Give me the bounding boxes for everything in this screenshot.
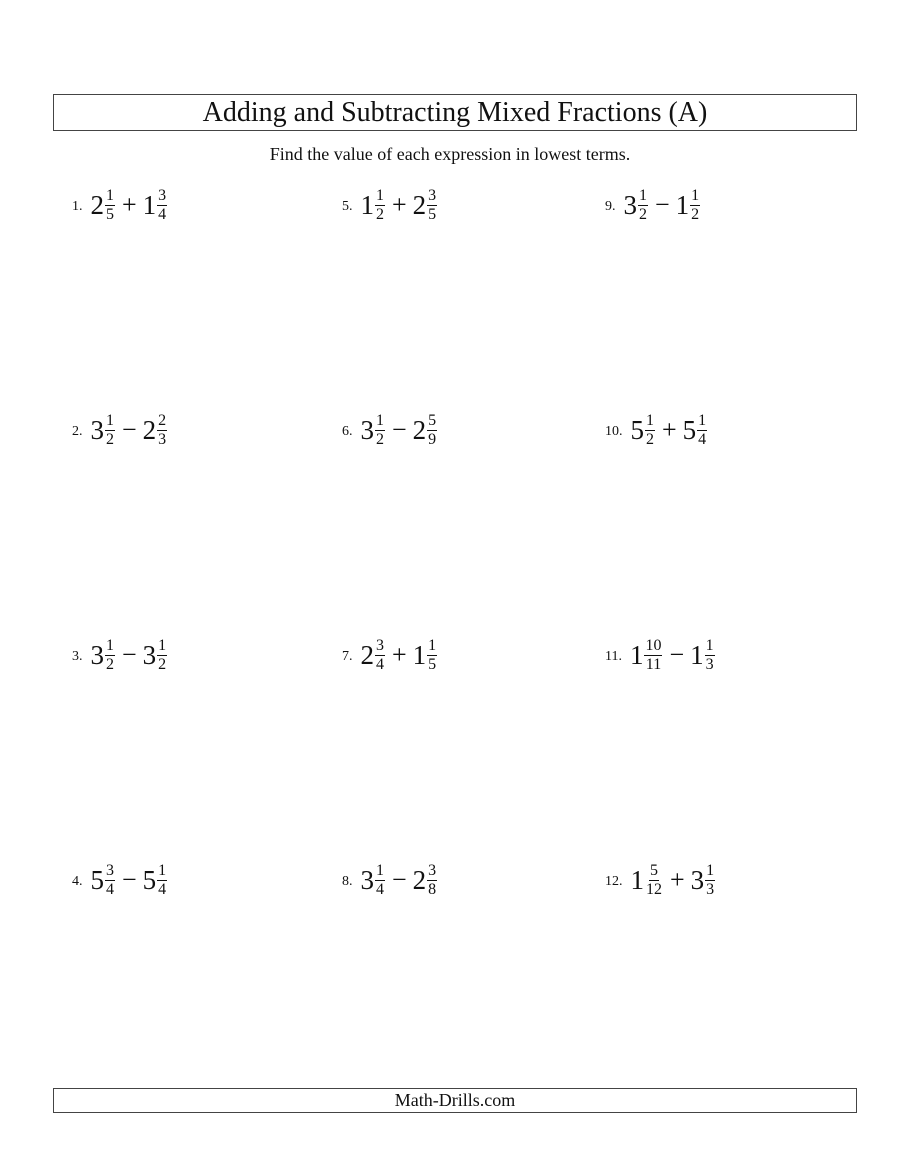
numerator: 1 [639, 186, 647, 204]
denominator: 9 [428, 430, 437, 448]
denominator: 4 [106, 880, 114, 898]
second-whole: 2 [412, 864, 427, 895]
title-text: Adding and Subtracting Mixed Fractions (A) [202, 97, 708, 128]
denominator: 4 [158, 880, 167, 898]
problem-3 [72, 633, 168, 677]
problem-1 [72, 183, 168, 227]
operator: − [122, 640, 137, 669]
operator: + [670, 865, 685, 894]
problem-number: 4. [72, 874, 83, 889]
first-whole: 1 [630, 864, 644, 895]
problem-number: 2. [72, 424, 83, 439]
second-fraction [157, 188, 167, 223]
problem-number: 1. [72, 199, 83, 214]
first-fraction [638, 188, 648, 223]
problem-6 [342, 408, 438, 452]
numerator: 5 [650, 861, 658, 879]
first-whole: 3 [623, 189, 637, 220]
problem-5 [342, 183, 438, 227]
denominator: 5 [428, 205, 437, 223]
problem-number: 7. [342, 649, 353, 664]
second-fraction [697, 413, 707, 448]
second-whole: 1 [412, 639, 427, 670]
first-whole: 2 [90, 189, 104, 220]
numerator: 1 [691, 186, 700, 204]
problem-number: 10. [605, 424, 623, 439]
first-fraction [105, 863, 115, 898]
problem-number: 5. [342, 199, 353, 214]
denominator: 8 [428, 880, 437, 898]
operator: − [392, 865, 407, 894]
denominator: 3 [158, 430, 167, 448]
numerator: 5 [428, 411, 437, 429]
second-fraction [157, 413, 167, 448]
problem-7 [342, 633, 438, 677]
second-fraction [705, 863, 715, 898]
numerator: 3 [428, 186, 437, 204]
first-fraction [375, 863, 385, 898]
problem-number: 3. [72, 649, 83, 664]
problem-8 [342, 858, 438, 902]
numerator: 1 [705, 636, 714, 654]
first-fraction [645, 413, 655, 448]
numerator: 1 [158, 636, 167, 654]
denominator: 2 [376, 430, 384, 448]
first-whole: 5 [90, 864, 104, 895]
denominator: 2 [376, 205, 384, 223]
denominator: 2 [691, 205, 700, 223]
first-whole: 3 [360, 864, 374, 895]
problem-2 [72, 408, 168, 452]
operator: + [392, 190, 407, 219]
second-whole: 2 [412, 189, 427, 220]
problem-number: 12. [605, 874, 623, 889]
problem-number: 8. [342, 874, 353, 889]
first-whole: 1 [360, 189, 374, 220]
problem-number: 11. [605, 649, 622, 664]
denominator: 3 [706, 880, 715, 898]
denominator: 2 [639, 205, 647, 223]
second-fraction [427, 188, 437, 223]
first-whole: 5 [630, 414, 644, 445]
denominator: 4 [698, 430, 707, 448]
denominator: 4 [376, 880, 384, 898]
first-fraction [375, 413, 385, 448]
worksheet-title [53, 94, 857, 131]
denominator: 4 [376, 655, 384, 673]
numerator: 3 [106, 861, 114, 879]
numerator: 1 [376, 411, 384, 429]
first-whole: 3 [90, 639, 104, 670]
footer-text: Math-Drills.com [394, 1090, 516, 1110]
second-fraction [157, 638, 167, 673]
numerator: 1 [428, 636, 437, 654]
problem-number: 9. [605, 199, 616, 214]
operator: − [669, 640, 685, 669]
operator: + [122, 190, 137, 219]
second-whole: 3 [690, 864, 705, 895]
denominator: 11 [645, 655, 662, 673]
second-whole: 5 [142, 864, 157, 895]
numerator: 1 [376, 186, 384, 204]
first-fraction [644, 638, 662, 673]
second-whole: 3 [142, 639, 157, 670]
operator: + [392, 640, 407, 669]
numerator: 1 [376, 861, 384, 879]
numerator: 1 [646, 411, 654, 429]
first-whole: 1 [629, 639, 644, 670]
problem-number: 6. [342, 424, 353, 439]
second-fraction [157, 863, 167, 898]
operator: − [122, 865, 137, 894]
problem-9 [605, 183, 701, 227]
problem-4 [72, 858, 168, 902]
second-whole: 1 [142, 189, 157, 220]
first-fraction [645, 863, 663, 898]
numerator: 1 [698, 411, 707, 429]
denominator: 2 [106, 430, 114, 448]
second-whole: 2 [412, 414, 427, 445]
operator: − [122, 415, 137, 444]
first-whole: 3 [360, 414, 374, 445]
denominator: 5 [428, 655, 437, 673]
footer [53, 1088, 857, 1113]
numerator: 1 [106, 411, 114, 429]
numerator: 2 [158, 411, 167, 429]
operator: − [392, 415, 407, 444]
denominator: 12 [646, 880, 662, 898]
second-fraction [427, 638, 437, 673]
second-whole: 1 [675, 189, 690, 220]
numerator: 1 [106, 186, 114, 204]
numerator: 1 [706, 861, 715, 879]
denominator: 2 [106, 655, 114, 673]
first-fraction [375, 638, 385, 673]
second-fraction [427, 413, 437, 448]
denominator: 2 [158, 655, 167, 673]
problem-10 [605, 408, 708, 452]
numerator: 1 [158, 861, 167, 879]
first-fraction [375, 188, 385, 223]
second-fraction [690, 188, 700, 223]
first-fraction [105, 413, 115, 448]
second-whole: 2 [142, 414, 157, 445]
second-fraction [705, 638, 715, 673]
numerator: 3 [428, 861, 437, 879]
denominator: 5 [106, 205, 114, 223]
second-whole: 1 [690, 639, 704, 670]
second-whole: 5 [682, 414, 697, 445]
first-fraction [105, 638, 115, 673]
numerator: 10 [645, 636, 662, 654]
denominator: 3 [705, 655, 714, 673]
instructions: Find the value of each expression in lowest terms. [269, 144, 631, 164]
numerator: 3 [158, 186, 167, 204]
second-fraction [427, 863, 437, 898]
first-whole: 3 [90, 414, 104, 445]
operator: + [662, 415, 677, 444]
problem-12 [605, 858, 716, 902]
operator: − [655, 190, 670, 219]
problem-11 [605, 633, 716, 677]
numerator: 3 [376, 636, 384, 654]
denominator: 2 [646, 430, 654, 448]
denominator: 4 [158, 205, 167, 223]
first-whole: 2 [360, 639, 374, 670]
numerator: 1 [106, 636, 114, 654]
first-fraction [105, 188, 115, 223]
